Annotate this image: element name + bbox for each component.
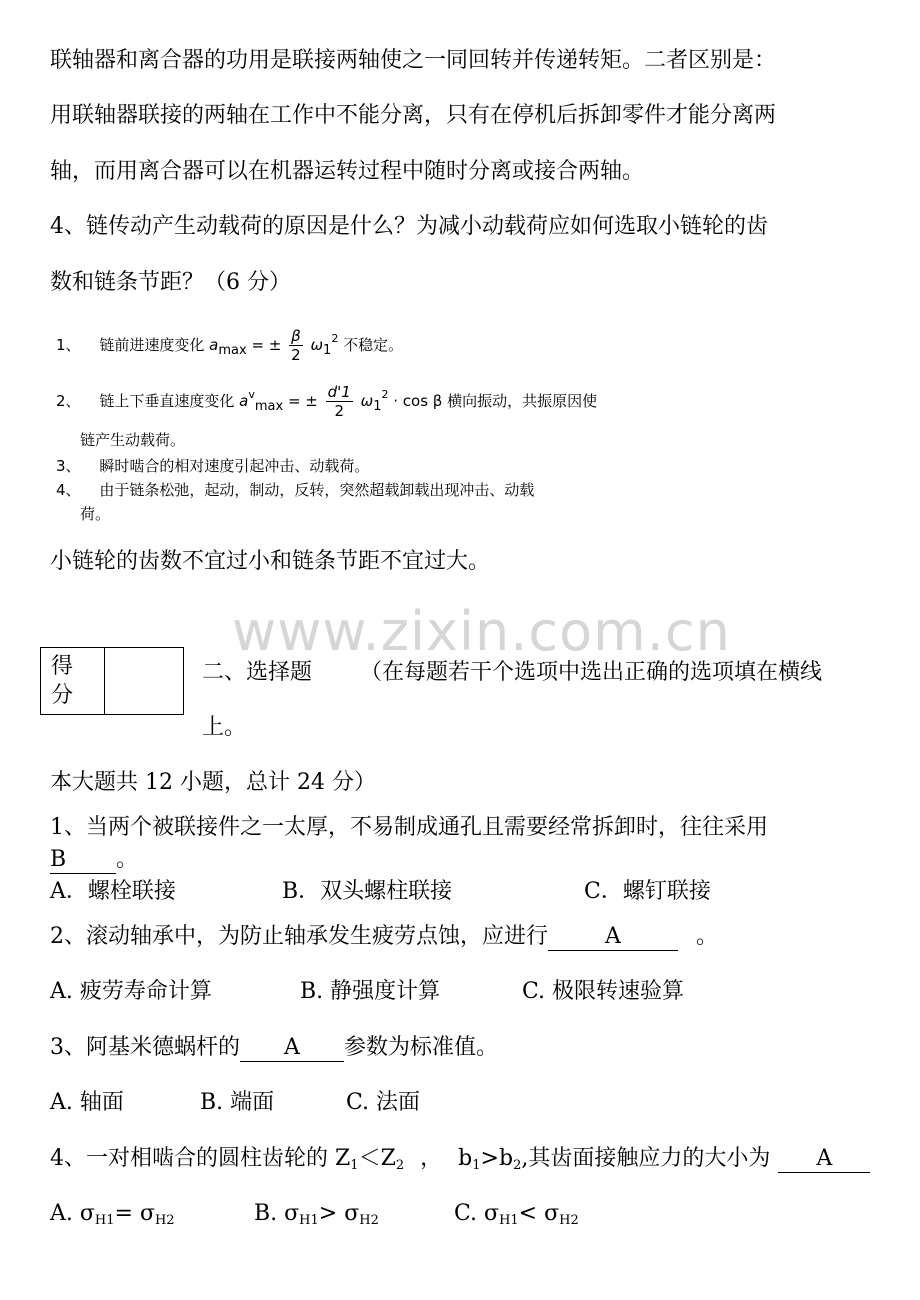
formula-a-sub: max <box>254 399 284 414</box>
omega-sup: 2 <box>381 388 389 401</box>
watermark: www.zixin.com.cn <box>232 600 731 663</box>
section2-instruction-cont: 上。 <box>202 715 247 740</box>
figure-item-2-line2: 链产生动载荷。 <box>80 431 186 449</box>
figure-item-4-line2: 荷。 <box>80 505 111 523</box>
choice-q4-gt: >b <box>480 1146 514 1171</box>
formula-a-sub: max <box>218 343 247 358</box>
choice-q3-line <box>50 1033 498 1063</box>
section2-instruction: （在每题若干个选项中选出正确的选项填在横线 <box>360 660 823 685</box>
figure-item-4-number: 4、 <box>56 481 81 499</box>
para1-line2: 用联轴器联接的两轴在工作中不能分离，只有在停机后拆卸零件才能分离两 <box>50 103 777 128</box>
choice-q3-option-c: C. 法面 <box>346 1090 421 1115</box>
figure-item-3-number: 3、 <box>56 457 81 475</box>
choice-q2-line <box>50 922 718 952</box>
option-c-operator: < σ <box>518 1201 560 1226</box>
figure-item-4-text: 由于链条松弛，起动，制动，反转，突然超载卸载出现冲击、动载 <box>99 481 535 499</box>
choice-q2-option-b: B. 静强度计算 <box>300 979 441 1004</box>
b1-subscript: 1 <box>472 1158 481 1173</box>
figure-item-3 <box>56 456 369 476</box>
figure-item-1-tail: 不稳定。 <box>343 336 404 354</box>
figure-item-4 <box>56 480 534 500</box>
formula-eq: = ± <box>287 392 318 410</box>
choice-q1-option-c: C．螺钉联接 <box>584 879 711 904</box>
option-a-sub2: H2 <box>154 1213 175 1228</box>
figure-item-3-text: 瞬时啮合的相对速度引起冲击、动载荷。 <box>99 457 370 475</box>
omega-sup: 2 <box>331 332 339 345</box>
omega-sub: 1 <box>373 399 382 414</box>
formula-fraction <box>289 327 303 364</box>
formula-cos: · cos β <box>393 392 443 410</box>
formula-a: a <box>239 392 249 410</box>
choice-q4-lt: ＜Z <box>358 1146 396 1171</box>
choice-q4-stem: 4、一对相啮合的圆柱齿轮的 Z <box>50 1146 351 1171</box>
option-b-sub2: H2 <box>359 1213 379 1228</box>
z2-subscript: 2 <box>395 1158 405 1173</box>
figure-item-1-number: 1、 <box>56 336 81 354</box>
formula-omega: ω <box>360 392 374 410</box>
section2-title: 二、选择题 <box>202 660 313 685</box>
choice-q1-option-a: A．螺栓联接 <box>50 879 176 904</box>
option-b-sub1: H1 <box>299 1213 319 1228</box>
formula-eq: = ± <box>251 336 282 354</box>
choice-q2-stem: 2、滚动轴承中，为防止轴承发生疲劳点蚀，应进行 <box>50 924 548 949</box>
option-c-sub2: H2 <box>559 1213 579 1228</box>
choice-q1-option-b: B．双头螺柱联接 <box>282 879 453 904</box>
choice-q2-end: 。 <box>696 924 719 949</box>
fraction-numerator: d'1 <box>327 383 351 401</box>
choice-q4-comma: ， <box>420 1146 443 1171</box>
choice-q4-line <box>50 1144 870 1181</box>
section2-summary: 本大题共 12 小题，总计 24 分） <box>50 770 376 795</box>
choice-q1-stem: 1、当两个被联接件之一太厚，不易制成通孔且需要经常拆卸时，往往采用 <box>50 815 768 840</box>
choice-q4-option-c <box>454 1199 579 1236</box>
score-box <box>40 647 184 715</box>
figure-item-2 <box>56 383 597 420</box>
figure-item-1 <box>56 327 403 364</box>
formula-fraction <box>326 383 353 420</box>
choice-q4-option-a <box>50 1199 175 1236</box>
figure-item-2-tail: 横向振动，共振原因使 <box>447 392 598 410</box>
figure-item-2-number: 2、 <box>56 392 81 410</box>
fraction-denominator: 2 <box>291 346 301 364</box>
formula-a-sup: v <box>248 388 255 401</box>
choice-q4-tail: ,其齿面接触应力的大小为 <box>521 1146 771 1171</box>
score-box-divider <box>104 648 105 714</box>
option-b-prefix: B. σ <box>254 1201 300 1226</box>
choice-q3-option-b: B. 端面 <box>200 1090 275 1115</box>
figure-item-1-text: 链前进速度变化 <box>99 336 205 354</box>
choice-q1-answer: B <box>50 847 116 874</box>
formula-omega: ω <box>310 336 324 354</box>
choice-q4-option-b <box>254 1199 379 1236</box>
choice-q1-end: 。 <box>116 847 139 872</box>
para1-line1: 联轴器和离合器的功用是联接两轴使之一同回转并传递转矩。二者区别是： <box>50 48 777 73</box>
b2-subscript: 2 <box>513 1158 522 1173</box>
figure-item-2-text: 链上下垂直速度变化 <box>99 392 235 410</box>
choice-q1-answer-line <box>50 845 138 875</box>
option-a-operator: = σ <box>114 1201 155 1226</box>
option-a-sub1: H1 <box>94 1213 115 1228</box>
choice-q2-answer: A <box>548 924 678 951</box>
choice-q4-b: b <box>458 1146 473 1171</box>
option-c-sub1: H1 <box>499 1213 519 1228</box>
choice-q3-end: 参数为标准值。 <box>344 1035 499 1060</box>
q4-line1: 4、链传动产生动载荷的原因是什么？为减小动载荷应如何选取小链轮的齿 <box>50 214 768 239</box>
score-box-label: 得分 <box>51 654 74 708</box>
q4-line2: 数和链条节距？（6 分） <box>50 270 291 295</box>
fraction-denominator: 2 <box>334 402 345 420</box>
omega-sub: 1 <box>323 343 332 358</box>
choice-q2-option-c: C. 极限转速验算 <box>522 979 685 1004</box>
choice-q3-stem: 3、阿基米德蜗杆的 <box>50 1035 240 1060</box>
para1-line3: 轴，而用离合器可以在机器运转过程中随时分离或接合两轴。 <box>50 159 645 184</box>
option-c-prefix: C. σ <box>454 1201 500 1226</box>
choice-q4-answer: A <box>778 1146 870 1173</box>
choice-q3-answer: A <box>240 1035 344 1062</box>
option-a-prefix: A. σ <box>50 1201 95 1226</box>
option-b-operator: > σ <box>318 1201 360 1226</box>
choice-q2-option-a: A. 疲劳寿命计算 <box>50 979 212 1004</box>
fraction-numerator: β <box>291 327 301 345</box>
choice-q3-option-a: A. 轴面 <box>50 1090 124 1115</box>
answer-line: 小链轮的齿数不宜过小和链条节距不宜过大。 <box>50 549 491 574</box>
formula-a: a <box>209 336 219 354</box>
z1-subscript: 1 <box>350 1158 359 1173</box>
